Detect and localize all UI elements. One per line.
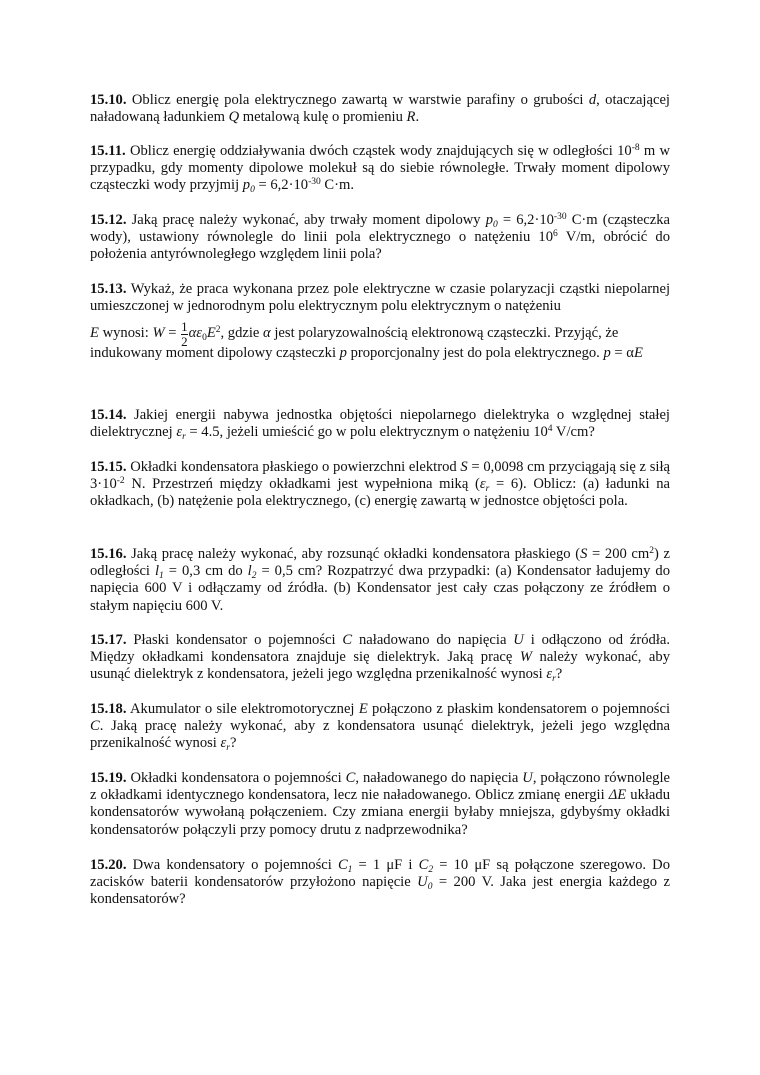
problem-text: Płaski kondensator o pojemności [133, 632, 343, 648]
var-e: E [358, 701, 368, 717]
problem-text: , otaczającej naładowaną ładunkiem [90, 92, 670, 126]
var-s: S [460, 459, 468, 475]
problem-text: , gdzie [220, 325, 264, 342]
problem-number: 15.10. [90, 92, 127, 108]
var-p: p [603, 345, 611, 362]
alpha-epsilon: αε [188, 325, 203, 342]
problem-text: indukowany moment dipolowy cząsteczki [90, 345, 340, 362]
problem-text: połączono z płaskim kondensatorem o pojemności [367, 701, 671, 717]
problem-text: metalową kulę o promieniu [239, 109, 407, 126]
problem-text: C·m. [320, 177, 354, 194]
var-p: p [485, 212, 494, 228]
problem-text: = 1 μF i [352, 857, 419, 873]
problem-15-20 [90, 857, 670, 909]
problem-number: 15.12. [90, 212, 127, 228]
exponent: 2 [649, 546, 654, 556]
problem-text: jest polaryzowalnością elektronową cząsteczki. Przyjąć, że [270, 325, 619, 342]
problem-text: = [164, 325, 181, 342]
problem-text: Jaką pracę należy wykonać, aby trwały moment dipolowy [131, 212, 486, 228]
problem-15-12 [90, 212, 670, 264]
var-p: p [242, 177, 251, 194]
var-u: U [513, 632, 524, 648]
problem-text: Okładki kondensatora o pojemności [130, 770, 346, 786]
var-c: C [418, 857, 429, 873]
var-c: C [345, 770, 356, 786]
var-q: Q [228, 109, 240, 126]
var-u: U [417, 874, 428, 891]
epsilon-symbol: ε [220, 735, 227, 752]
problem-15-13 [90, 281, 670, 363]
exponent: 2 [215, 325, 221, 336]
problem-text: V/cm? [552, 424, 595, 441]
problem-text: V/m, obrócić do położenia antyrównoległego względem linii pola? [90, 229, 670, 263]
var-l: l [154, 563, 160, 580]
problem-15-16 [90, 546, 670, 615]
var-e: E [206, 325, 216, 342]
subscript: 1 [159, 571, 164, 582]
subscript: r [182, 432, 186, 443]
epsilon-symbol: ε [176, 424, 183, 441]
problem-text: Jaką pracę należy wykonać, aby rozsunąć okładki kondensatora płaskiego ( [131, 546, 581, 562]
problem-number: 15.19. [90, 770, 127, 786]
var-u: U [522, 770, 533, 786]
var-w: W [519, 649, 533, 666]
problem-text: należy wykonać, aby usunąć dielektryk z kondensatora, jeżeli jego względna przenikalność wynosi [90, 649, 670, 683]
problem-text: = 6). Oblicz: (a) ładunki na okładkach, (b) natężenie pola elektrycznego, (c) energię zawartą w jednostce objętości pola. [90, 476, 670, 510]
var-d: d [588, 92, 597, 108]
exponent: -2 [116, 476, 125, 487]
problem-number: 15.11. [90, 143, 126, 159]
subscript: 2 [428, 865, 434, 875]
problem-text: = α [610, 345, 634, 362]
problem-text: Oblicz energię oddziaływania dwóch cząstek wody znajdujących się w odległości [129, 143, 618, 159]
var-delta-e: ΔE [608, 787, 627, 804]
var-e: E [633, 345, 643, 362]
problem-text: = 6,2·10 [497, 212, 554, 228]
exponent: 6 [553, 229, 558, 240]
problem-text: , naładowanego do napięcia [355, 770, 523, 786]
problem-number: 15.16. [90, 546, 127, 562]
subscript: r [226, 743, 230, 754]
equation-continuation [90, 345, 670, 362]
problem-text: układu kondensatorów wywołaną połączeniem. Czy zmiana energii byłaby mniejsza, gdybyśmy okładki kondensatorów połączyli przy pomocy drutu z nadprzewodnika? [90, 787, 671, 838]
problem-15-10 [90, 92, 670, 126]
problem-text: = 0,3 cm do [163, 563, 248, 580]
problem-text: . [415, 109, 420, 126]
problem-text: ? [555, 666, 563, 683]
var-r: R [406, 109, 416, 126]
problem-text: i odłączono od źródła. Między okładkami kondensatora znajduje się dielektryk. Jaką pracę [90, 632, 671, 666]
exponent: -30 [308, 177, 321, 188]
problem-text: wynosi: [98, 325, 153, 342]
problem-text: N. Przestrzeń między okładkami jest wypełniona miką ( [124, 476, 480, 493]
problem-text: 10 [617, 143, 632, 159]
problem-text: Oblicz energię pola elektrycznego zawartą w warstwie parafiny o grubości [131, 92, 589, 108]
exponent: -8 [631, 143, 640, 153]
problem-number: 15.20. [90, 857, 127, 873]
problem-text: Wykaż, że praca wykonana przez pole elektryczne w czasie polaryzacji cząstki niepolarnej umieszczonej w jednorodnym polu elektrycznym polu elektrycznym o natężeniu [90, 281, 670, 315]
problem-15-11 [90, 143, 670, 195]
problem-number: 15.18. [90, 701, 127, 717]
problem-number: 15.14. [90, 407, 127, 423]
subscript: 1 [347, 865, 353, 875]
problem-text: = 10 μF są połączone szeregowo. Do zacisków baterii kondensatorów przyłożono napięcie [90, 857, 671, 891]
fraction [181, 320, 188, 349]
problem-text: ? [229, 735, 237, 752]
subscript: r [552, 674, 556, 685]
exponent: 4 [547, 424, 553, 435]
problem-text: m w przypadku, gdy momenty dipolowe molekuł są do siebie równoległe. Trwały moment dipolowy cząsteczki wody przyjmij [90, 143, 670, 194]
epsilon-symbol: ε [479, 476, 486, 493]
problem-15-19 [90, 770, 670, 839]
problem-text: = 200 cm [587, 546, 650, 562]
problem-text: = 0,5 cm? Rozpatrzyć dwa przypadki: (a) Kondensator ładujemy do napięcia 600 V i odłączamy od źródła. (b) Kondensator jest cały czas połączony ze źródłem o stałym napięciu 600 V. [90, 563, 670, 614]
subscript: r [485, 484, 490, 495]
problem-text: Akumulator o sile elektromotorycznej [130, 701, 359, 717]
problem-15-15 [90, 459, 670, 511]
var-e: E [90, 325, 99, 342]
problem-15-17 [90, 632, 670, 684]
problem-text: = 6,2·10 [254, 177, 309, 194]
subscript: 0 [493, 220, 498, 230]
problem-text: = 4.5, jeżeli umieścić go w polu elektrycznym o natężeniu 10 [185, 424, 548, 441]
var-l: l [247, 563, 252, 580]
problem-text: ) z odległości [90, 546, 670, 580]
problem-15-14 [90, 407, 670, 441]
subscript: 2 [251, 571, 257, 582]
var-s: S [580, 546, 588, 562]
subscript: 0 [250, 185, 255, 196]
problem-text: Jakiej energii nabywa jednostka objętości niepolarnego dielektryka o względnej stałej dielektrycznej [90, 407, 670, 441]
var-p: p [339, 345, 347, 362]
var-w: W [152, 325, 165, 342]
problem-text: . Jaką pracę należy wykonać, aby z kondensatora usunąć dielektryk, jeżeli jego względna przenikalność wynosi [90, 718, 670, 752]
problem-text: Okładki kondensatora płaskiego o powierzchni elektrod [130, 459, 461, 475]
numerator: 1 [181, 318, 188, 334]
problem-text: Dwa kondensatory o pojemności [132, 857, 338, 873]
var-c: C [90, 718, 100, 735]
problem-text: = 0,0098 cm przyciągają się z siłą 3·10 [90, 459, 670, 493]
var-c: C [342, 632, 353, 648]
exponent: -30 [553, 212, 567, 222]
problem-15-18 [90, 701, 670, 753]
problem-number: 15.17. [90, 632, 127, 648]
problem-text: C·m (cząsteczka wody), ustawiony równolegle do linii pola elektrycznego o natężeniu 10 [90, 212, 670, 246]
problem-number: 15.15. [90, 459, 127, 475]
problem-text: naładowano do napięcia [352, 632, 514, 648]
problem-text: , połączono równolegle z okładkami identycznego kondensatora, lecz nie naładowanego. Oblicz zmianę energii [90, 770, 670, 804]
var-alpha: α [263, 325, 271, 342]
problem-number: 15.13. [90, 281, 127, 297]
var-c: C [337, 857, 348, 873]
problem-text: = 200 V. Jaka jest energia każdego z kondensatorów? [90, 874, 670, 908]
problem-text: proporcjonalny jest do pola elektrycznego. [346, 345, 604, 362]
subscript: 0 [427, 882, 433, 893]
subscript: 0 [202, 333, 207, 344]
epsilon-symbol: ε [546, 666, 553, 683]
denominator: 2 [181, 333, 188, 349]
